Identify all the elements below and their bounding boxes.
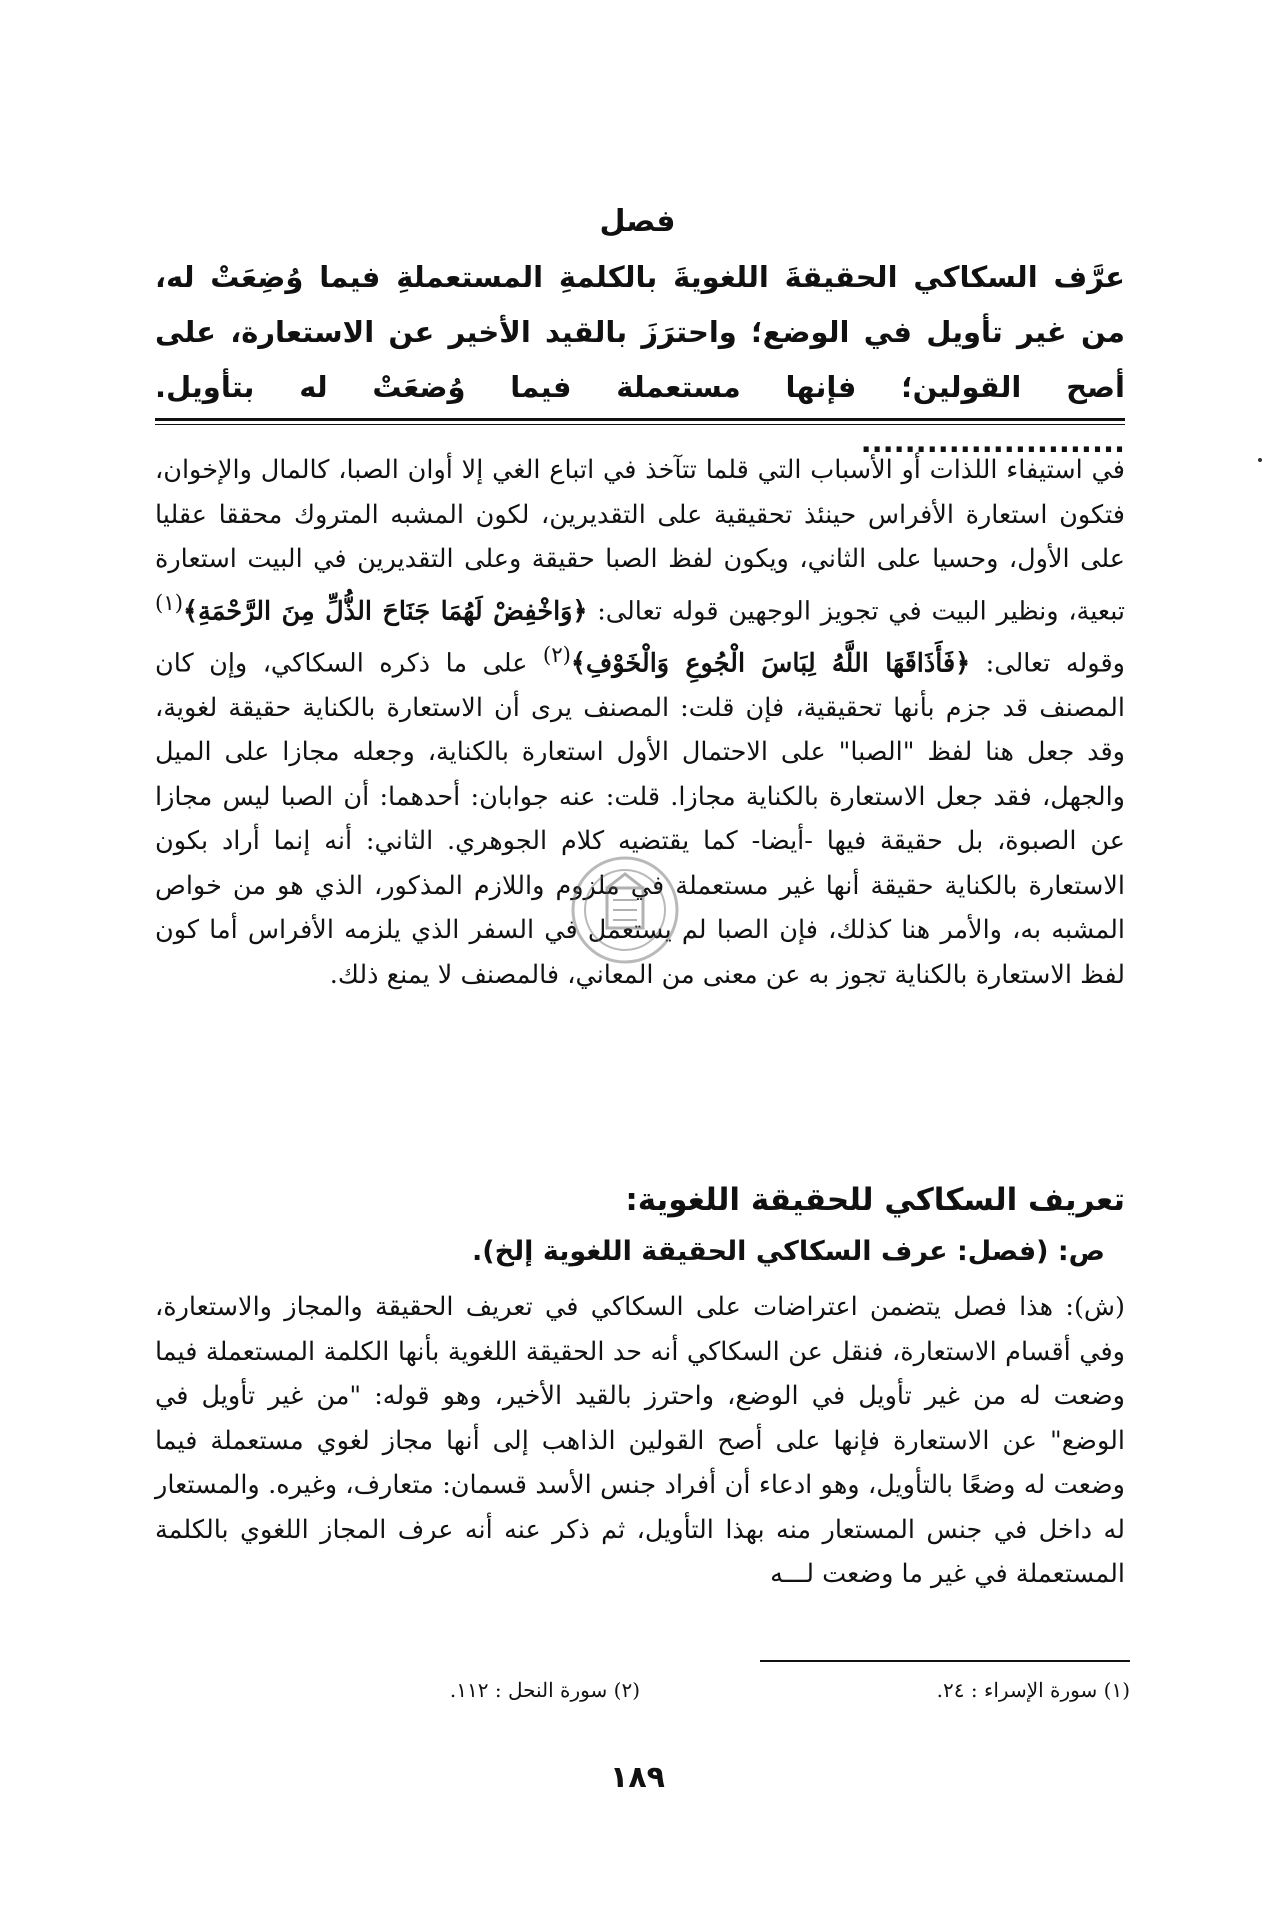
commentary-text-3: على ما ذكره السكاكي، وإن كان المصنف قد جزم بأنها تحقيقية، فإن قلت: المصنف يرى أن الاستعارة بالكناية حقيقة لغوية، وقد جعل هنا لفظ "الصبا" على الاحتمال الأول استعارة بالكناية، وجعله مجازا على الميل والجهل، فقد جعل الاستعارة بالكناية مجازا. قلت: عنه جوابان: أحدهما: أن الصبا ليس مجازا عن الصبوة، بل حقيقة فيها -أيضا- كما يقتضيه كلام الجوهري. الثاني: أنه إنما أراد بكون الاستعارة بالكناية حقيقة أنها غير مستعملة في ملزوم واللازم المذكور، الذي هو من خواص المشبه به، والأمر هنا كذلك، فإن الصبا لم يستعمل في السفر الذي يلزمه الأفراس أما كون لفظ الاستعارة بالكناية تجوز به عن معنى من المعاني، فالمصنف لا يمنع ذلك. xyxy=(155,648,1125,990)
footnote-1: (١) سورة الإسراء : ٢٤. xyxy=(936,1678,1130,1702)
section-heading: تعريف السكاكي للحقيقة اللغوية: xyxy=(625,1182,1125,1218)
matn-dots: ........................ xyxy=(860,425,1125,459)
section-title: فصل xyxy=(599,204,676,239)
commentary-text-2: وقوله تعالى: xyxy=(985,648,1125,678)
quran-verse-1: ﴿وَاخْفِضْ لَهُمَا جَنَاحَ الذُّلِّ مِنَ الرَّحْمَةِ﴾ xyxy=(183,596,588,626)
matn-divider-thick xyxy=(155,418,1125,421)
sad-line: ص: (فصل: عرف السكاكي الحقيقة اللغوية إلخ). xyxy=(471,1236,1105,1267)
sharh-paragraph xyxy=(155,1285,1125,1597)
matn-divider-thin xyxy=(155,424,1125,425)
matn-text xyxy=(155,250,1125,470)
footnote-ref-1: (١) xyxy=(155,590,184,616)
sharh-text: (ش): هذا فصل يتضمن اعتراضات على السكاكي في تعريف الحقيقة والمجاز والاستعارة، وفي أقسام الاستعارة، فنقل عن السكاكي أنه حد الحقيقة اللغوية بأنها الكلمة المستعملة فيما وضعت له من غير تأويل في الوضع، واحترز بالقيد الأخير، وهو قوله: "من غير تأويل في الوضع" عن الاستعارة فإنها على أصح القولين الذاهب إلى أنها مجاز لغوي مستعملة فيما وضعت له وضعًا بالتأويل، وهو ادعاء أن أفراد جنس الأسد قسمان: متعارف، وغيره. والمستعار له داخل في جنس المستعار منه بهذا التأويل، ثم ذكر عنه أنه عرف المجاز اللغوي بالكلمة المستعملة في غير ما وضعت لـــه xyxy=(155,1292,1125,1589)
scan-speck xyxy=(1258,458,1262,462)
footnote-2: (٢) سورة النحل : ١١٢. xyxy=(449,1678,640,1702)
library-stamp-watermark xyxy=(565,850,685,970)
matn-body: عرَّف السكاكي الحقيقةَ اللغويةَ بالكلمةِ المستعملةِ فيما وُضِعَتْ له، من غير تأويل في الوضع؛ واحترَزَ بالقيد الأخير عن الاستعارة، على أصح القولين؛ فإنها مستعملة فيما وُضعَتْ له بتأويل. xyxy=(155,260,1125,404)
commentary-text-1: في استيفاء اللذات أو الأسباب التي قلما تتآخذ في اتباع الغي إلا أوان الصبا، كالمال والإخوان، فتكون استعارة الأفراس حينئذ تحقيقية على التقديرين، لكون المشبه المتروك محققا عقليا على الأول، وحسيا على الثاني، ويكون لفظ الصبا حقيقة وعلى التقديرين في البيت استعارة تبعية، ونظير البيت في تجويز الوجهين قوله تعالى: xyxy=(155,455,1126,626)
footnote-divider xyxy=(760,1660,1130,1662)
quran-verse-2: ﴿فَأَذَاقَهَا اللَّهُ لِبَاسَ الْجُوعِ وَالْخَوْفِ﴾ xyxy=(570,648,971,678)
footnote-ref-2: (٢) xyxy=(542,642,571,668)
page-number: ١٨٩ xyxy=(610,1760,665,1795)
